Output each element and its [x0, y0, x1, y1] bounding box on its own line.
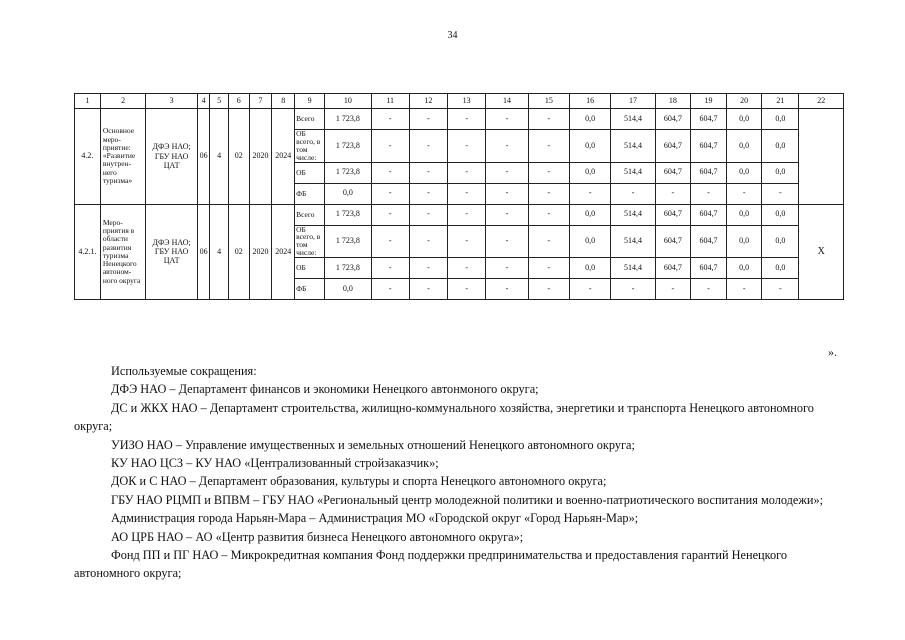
amount-cell: - [727, 183, 762, 204]
responsible-cell: ДФЭ НАО; ГБУ НАО ЦАТ [146, 109, 198, 205]
amount-cell: - [409, 183, 447, 204]
column-number-header: 4 [197, 94, 209, 109]
column-number-header: 22 [799, 94, 844, 109]
amount-cell: 0,0 [727, 258, 762, 279]
amount-cell: - [528, 258, 569, 279]
funding-source-cell: ФБ [295, 183, 325, 204]
amount-cell: 0,0 [762, 204, 799, 225]
measure-code-cell: 4.2. [75, 109, 101, 205]
amount-cell: - [486, 279, 528, 300]
amount-cell: - [569, 279, 610, 300]
amount-cell: - [727, 279, 762, 300]
amount-cell: - [528, 225, 569, 258]
amount-cell: 514,4 [611, 204, 655, 225]
closing-quote-mark: ». [828, 345, 837, 359]
amount-cell: - [409, 162, 447, 183]
amount-cell: 604,7 [690, 130, 726, 163]
start-year-cell: 2020 [249, 204, 272, 300]
amount-cell: 0,0 [569, 204, 610, 225]
amount-cell: 0,0 [325, 279, 372, 300]
note-cell [799, 109, 844, 205]
funding-source-cell: ОБ всего, в том числе: [295, 225, 325, 258]
amount-cell: 604,7 [655, 162, 690, 183]
column-number-header: 10 [325, 94, 372, 109]
amount-cell: 1 723,8 [325, 109, 372, 130]
column-number-header: 5 [210, 94, 229, 109]
amount-cell: - [486, 130, 528, 163]
budget-code-cell: 06 [197, 109, 209, 205]
amount-cell: 0,0 [569, 130, 610, 163]
measure-code-cell: 4.2.1. [75, 204, 101, 300]
abbreviation-line: УИЗО НАО – Управление имущественных и земельных отношений Ненецкого автономного округа; [111, 437, 635, 452]
amount-cell: 604,7 [690, 225, 726, 258]
amount-cell: - [448, 162, 486, 183]
amount-cell: - [371, 258, 409, 279]
amount-cell: 1 723,8 [325, 162, 372, 183]
abbreviation-line: ДС и ЖКХ НАО – Департамент строительства, жилищно-коммунального хозяйства, энергетики и транспорта Ненецкого автономного округа; [74, 400, 814, 434]
amount-cell: 604,7 [655, 130, 690, 163]
funding-source-cell: Всего [295, 204, 325, 225]
table-row [75, 204, 844, 225]
abbreviation-line: ГБУ НАО РЦМП и ВПВМ – ГБУ НАО «Региональный центр молодежной политики и военно-патриотического воспитания молодежи»; [111, 492, 824, 507]
column-number-header: 16 [569, 94, 610, 109]
budget-code-cell: 06 [197, 204, 209, 300]
column-number-header: 9 [295, 94, 325, 109]
amount-cell: - [409, 109, 447, 130]
amount-cell: 1 723,8 [325, 204, 372, 225]
column-number-header: 13 [448, 94, 486, 109]
table-header-row [75, 94, 844, 109]
amount-cell: 0,0 [325, 183, 372, 204]
amount-cell: 514,4 [611, 130, 655, 163]
amount-cell: - [409, 130, 447, 163]
funding-source-cell: ОБ [295, 162, 325, 183]
column-number-header: 12 [409, 94, 447, 109]
funding-source-cell: ОБ всего, в том числе: [295, 130, 325, 163]
amount-cell: - [409, 225, 447, 258]
amount-cell: - [371, 109, 409, 130]
amount-cell: - [486, 258, 528, 279]
end-year-cell: 2024 [272, 109, 295, 205]
abbreviation-line: Фонд ПП и ПГ НАО – Микрокредитная компания Фонд поддержки предпринимательства и предоставления гарантий Ненецкого автономного округа; [74, 548, 787, 581]
column-number-header: 21 [762, 94, 799, 109]
amount-cell: 514,4 [611, 162, 655, 183]
amount-cell: 0,0 [762, 162, 799, 183]
amount-cell: - [448, 109, 486, 130]
amount-cell: - [528, 279, 569, 300]
column-number-header: 1 [75, 94, 101, 109]
abbreviation-line: КУ НАО ЦСЗ – КУ НАО «Централизованный стройзаказчик»; [111, 456, 439, 471]
amount-cell: 514,4 [611, 258, 655, 279]
amount-cell: - [448, 279, 486, 300]
amount-cell: - [690, 183, 726, 204]
amount-cell: 0,0 [762, 258, 799, 279]
amount-cell: 1 723,8 [325, 258, 372, 279]
start-year-cell: 2020 [249, 109, 272, 205]
budget-code-cell: 4 [210, 109, 229, 205]
amount-cell: - [371, 204, 409, 225]
amount-cell: - [486, 109, 528, 130]
column-number-header: 6 [228, 94, 249, 109]
amount-cell: - [409, 258, 447, 279]
amount-cell: 1 723,8 [325, 225, 372, 258]
amount-cell: - [611, 279, 655, 300]
column-number-header: 19 [690, 94, 726, 109]
responsible-cell: ДФЭ НАО; ГБУ НАО ЦАТ [146, 204, 198, 300]
amount-cell: 0,0 [727, 130, 762, 163]
column-number-header: 18 [655, 94, 690, 109]
amount-cell: 0,0 [569, 162, 610, 183]
amount-cell: 0,0 [727, 109, 762, 130]
amount-cell: - [528, 109, 569, 130]
amount-cell: 0,0 [727, 225, 762, 258]
column-number-header: 20 [727, 94, 762, 109]
amount-cell: 604,7 [690, 258, 726, 279]
amount-cell: 604,7 [655, 204, 690, 225]
amount-cell: 0,0 [762, 130, 799, 163]
amount-cell: - [371, 183, 409, 204]
amount-cell: 0,0 [569, 225, 610, 258]
column-number-header: 15 [528, 94, 569, 109]
amount-cell: - [528, 130, 569, 163]
column-number-header: 17 [611, 94, 655, 109]
amount-cell: 604,7 [655, 109, 690, 130]
measure-name-cell: Основное меро-приятие: «Развитие внутрен-него туризма» [100, 109, 145, 205]
amount-cell: - [409, 204, 447, 225]
amount-cell: - [371, 225, 409, 258]
amount-cell: 0,0 [569, 258, 610, 279]
abbreviation-line: АО ЦРБ НАО – АО «Центр развития бизнеса Ненецкого автономного округа»; [111, 529, 524, 544]
column-number-header: 11 [371, 94, 409, 109]
note-cell: Х [799, 204, 844, 300]
amount-cell: 514,4 [611, 109, 655, 130]
funding-source-cell: ФБ [295, 279, 325, 300]
abbreviation-line: Администрация города Нарьян-Мара – Администрация МО «Городской округ «Город Нарьян-Мар»; [111, 511, 639, 526]
budget-code-cell: 02 [228, 109, 249, 205]
amount-cell: - [486, 162, 528, 183]
amount-cell: - [569, 183, 610, 204]
abbreviations-list [74, 362, 854, 583]
amount-cell: 604,7 [655, 225, 690, 258]
abbreviation-line: ДФЭ НАО – Департамент финансов и экономики Ненецкого автонмоного округа; [111, 382, 539, 397]
amount-cell: - [762, 279, 799, 300]
page-number: 34 [447, 30, 458, 41]
amount-cell: - [762, 183, 799, 204]
funding-source-cell: Всего [295, 109, 325, 130]
funding-source-cell: ОБ [295, 258, 325, 279]
column-number-header: 7 [249, 94, 272, 109]
amount-cell: - [448, 258, 486, 279]
budget-code-cell: 4 [210, 204, 229, 300]
amount-cell: - [448, 204, 486, 225]
amount-cell: - [528, 162, 569, 183]
amount-cell: 604,7 [690, 109, 726, 130]
table-row [75, 109, 844, 130]
column-number-header: 2 [100, 94, 145, 109]
amount-cell: 604,7 [655, 258, 690, 279]
end-year-cell: 2024 [272, 204, 295, 300]
abbreviation-line: ДОК и С НАО – Департамент образования, культуры и спорта Ненецкого автономного округа; [111, 474, 607, 489]
amount-cell: 0,0 [727, 162, 762, 183]
amount-cell: - [655, 183, 690, 204]
column-number-header: 3 [146, 94, 198, 109]
column-number-header: 14 [486, 94, 528, 109]
amount-cell: 0,0 [569, 109, 610, 130]
column-number-header: 8 [272, 94, 295, 109]
amount-cell: - [528, 183, 569, 204]
measure-name-cell: Меро-приятия в области развития туризма Ненецкого автоном-ного округа [100, 204, 145, 300]
amount-cell: - [448, 130, 486, 163]
amount-cell: - [611, 183, 655, 204]
amount-cell: - [371, 130, 409, 163]
amount-cell: - [371, 162, 409, 183]
amount-cell: 514,4 [611, 225, 655, 258]
amount-cell: - [409, 279, 447, 300]
amount-cell: - [448, 183, 486, 204]
amount-cell: - [486, 204, 528, 225]
amount-cell: 0,0 [762, 109, 799, 130]
amount-cell: 0,0 [762, 225, 799, 258]
amount-cell: - [371, 279, 409, 300]
amount-cell: 1 723,8 [325, 130, 372, 163]
amount-cell: - [690, 279, 726, 300]
amount-cell: - [486, 225, 528, 258]
budget-code-cell: 02 [228, 204, 249, 300]
amount-cell: - [448, 225, 486, 258]
amount-cell: - [655, 279, 690, 300]
amount-cell: - [528, 204, 569, 225]
amount-cell: 604,7 [690, 162, 726, 183]
amount-cell: 604,7 [690, 204, 726, 225]
budget-table [74, 93, 844, 300]
amount-cell: - [486, 183, 528, 204]
amount-cell: 0,0 [727, 204, 762, 225]
abbreviation-line: Используемые сокращения: [111, 364, 257, 378]
